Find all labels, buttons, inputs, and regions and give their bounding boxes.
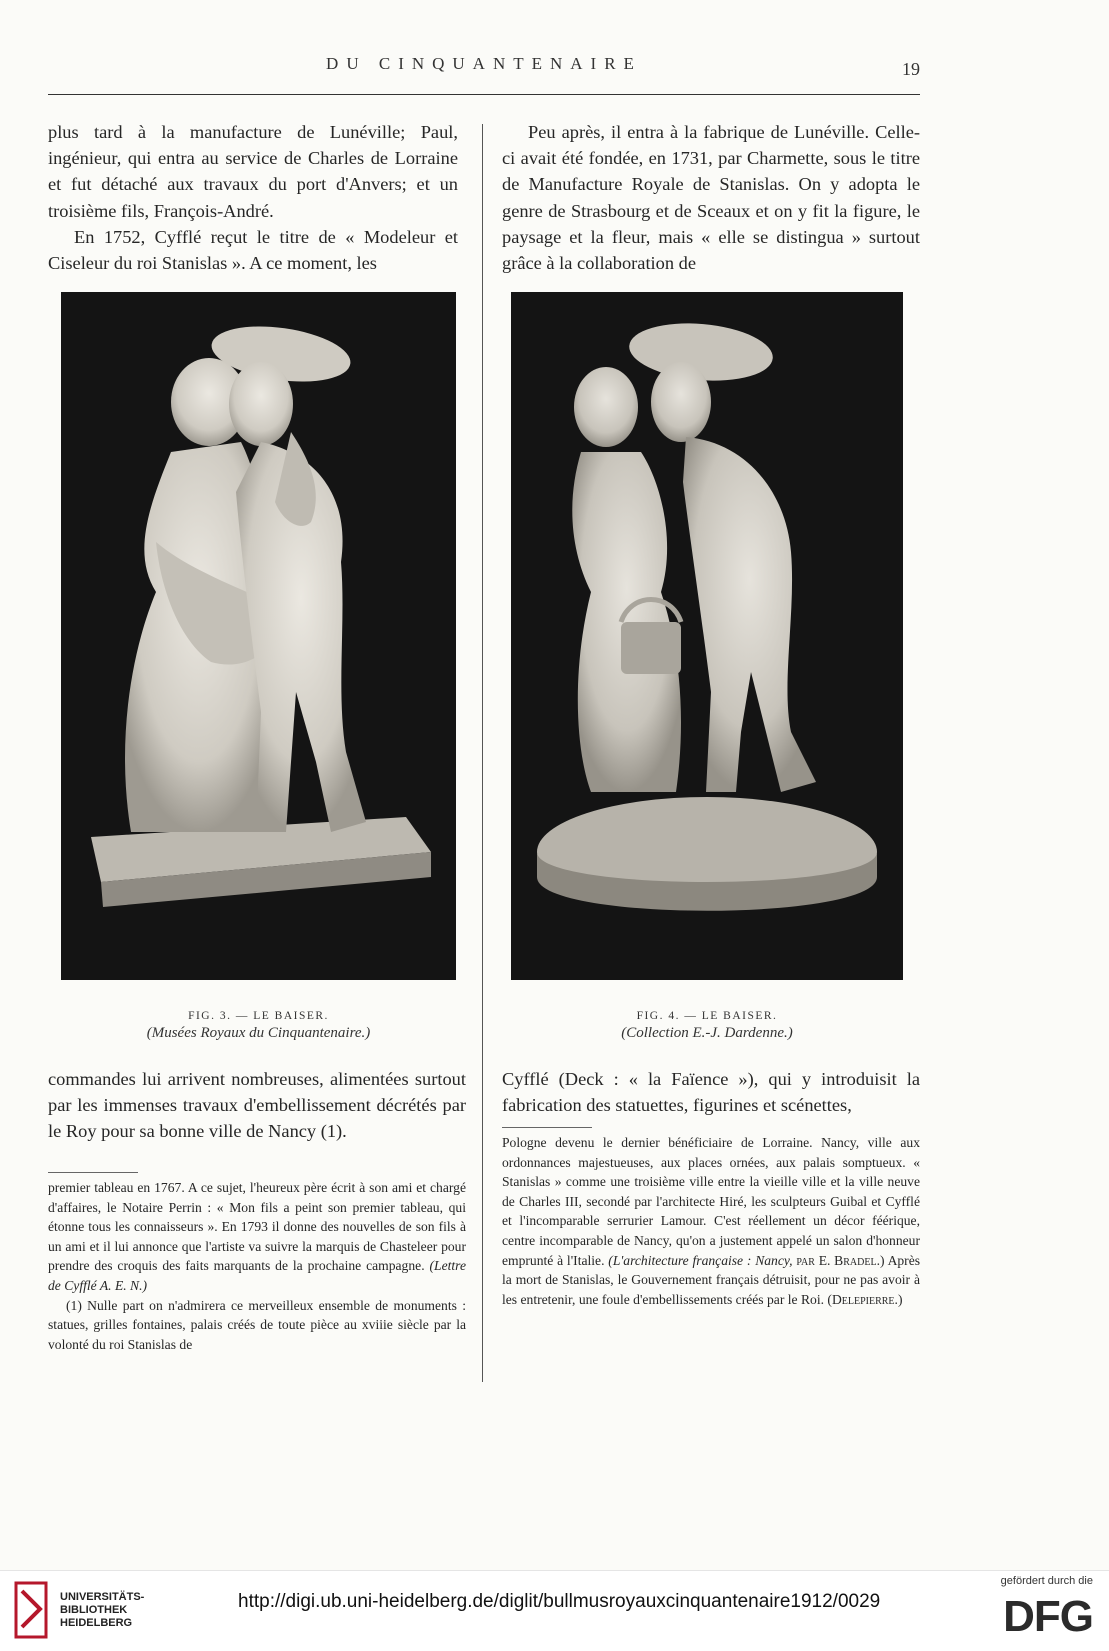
figure-3-caption — [61, 1008, 456, 1042]
statue-le-baiser-1 — [61, 292, 456, 980]
footnotes-right — [502, 1133, 920, 1309]
footnote-author: (Delepierre.) — [827, 1291, 903, 1307]
footnote: (1) Nulle part on n'admirera ce merveilleux ensemble de monuments : statues, grilles fontaines, palais créés de toute pièce au xviiie siècle par la volonté du roi Stanislas de — [48, 1297, 466, 1352]
viewer-footer — [0, 1570, 1109, 1651]
top-right-column — [502, 119, 920, 276]
footnote-text: Après la mort de Stanislas, le Gouvernement français détruisit, pour ne pas avoir à les entretenir, une foule d'embellissements créés par le Roi. — [502, 1252, 921, 1307]
footnotes-left — [48, 1178, 466, 1354]
footnote-rule — [48, 1172, 138, 1173]
figure-label: FIG. 3. — LE BAISER. — [188, 1010, 329, 1022]
footnote — [48, 1178, 466, 1296]
footnote-reference: (Lettre de Cyfflé A. E. N.) — [48, 1258, 466, 1293]
running-title: DU CINQUANTENAIRE — [326, 54, 642, 73]
statue-le-baiser-2 — [511, 292, 903, 980]
bottom-right-column — [502, 1066, 920, 1118]
top-left-column — [48, 119, 458, 276]
footnote-text: Pologne devenu le dernier bénéficiaire de Lorraine. Nancy, ville aux ordonnances majestueuses, aux places ornées, aux palais somptueux. « Stanislas » comme une troisième ville entre la vieille ville et la ville neuve de Charles III, secondé par l'architecte Hiré, les sculpteurs Guibal et Cyfflé et l'incomparable serrurier Lamour. C'est réellement un décor féérique, centre incomparable de Nancy, qu'on a justement appelé un salon d'honneur emprunté à l'Italie. — [502, 1135, 920, 1268]
footnote-reference: (L'architecture française : Nancy, — [608, 1252, 793, 1268]
paragraph: plus tard à la manufacture de Lunéville; Paul, ingénieur, qui entra au service de Charles de Lorraine et fut détaché aux travaux du port d'Anvers; et un troisième fils, François-André. — [48, 122, 458, 221]
funding-label: gefördert durch die — [1000, 1575, 1093, 1587]
paragraph: Cyfflé (Deck : « la Faïence »), qui y introduisit la fabrication des statuettes, figurines et scénettes, — [502, 1069, 920, 1116]
paragraph: Peu après, il entra à la fabrique de Lunéville. Celle-ci avait été fondée, en 1731, par Charmette, sous le titre de Manufacture Royale de Stanislas. On y adopta le genre de Strasbourg et de Sceaux et on y fit la figure, le paysage et la fleur, mais « elle se distingua » surtout grâce à la collaboration de — [502, 122, 920, 274]
figure-4-photo — [511, 292, 903, 980]
footnote-rule — [502, 1127, 592, 1128]
footnote-text: premier tableau en 1767. A ce sujet, l'heureux père écrit à son ami et chargé d'affaires, le Notaire Perrin : « Mon fils a peint son premier tableau, qui étonne tous les connaisseurs ». En 1793 il donne des nouvelles de son fils à un ami et il lui annonce que l'artiste va suivre la marquis de Chasteleer pour prendre des croquis des faits marquants de la prochaine campagne. — [48, 1180, 466, 1274]
page-number: 19 — [902, 59, 920, 79]
library-name: UNIVERSITÄTS- BIBLIOTHEK HEIDELBERG — [60, 1591, 145, 1629]
figure-4-caption — [511, 1008, 903, 1042]
paragraph: En 1752, Cyfflé reçut le titre de « Modeleur et Ciseleur du roi Stanislas ». A ce moment, les — [48, 226, 458, 274]
figure-source: (Collection E.-J. Dardenne.) — [621, 1025, 793, 1041]
figure-source: (Musées Royaux du Cinquantenaire.) — [146, 1025, 371, 1041]
column-divider — [482, 124, 483, 1382]
footnote-author: par E. Bradel.) — [796, 1252, 885, 1268]
permalink-url[interactable]: http://digi.ub.uni-heidelberg.de/diglit/bullmusroyauxcinquantenaire1912/0029 — [238, 1591, 881, 1612]
footnote — [502, 1133, 920, 1309]
library-logo-icon — [14, 1579, 52, 1641]
figure-3-photo — [61, 292, 456, 980]
paragraph: commandes lui arrivent nombreuses, alimentées surtout par les immenses travaux d'embellissement décrétés par le Roy pour sa bonne ville de Nancy (1). — [48, 1069, 466, 1142]
bottom-left-column — [48, 1066, 466, 1145]
dfg-logo: DFG — [1003, 1592, 1093, 1641]
figure-label: FIG. 4. — LE BAISER. — [636, 1010, 778, 1022]
page-header — [48, 52, 920, 95]
